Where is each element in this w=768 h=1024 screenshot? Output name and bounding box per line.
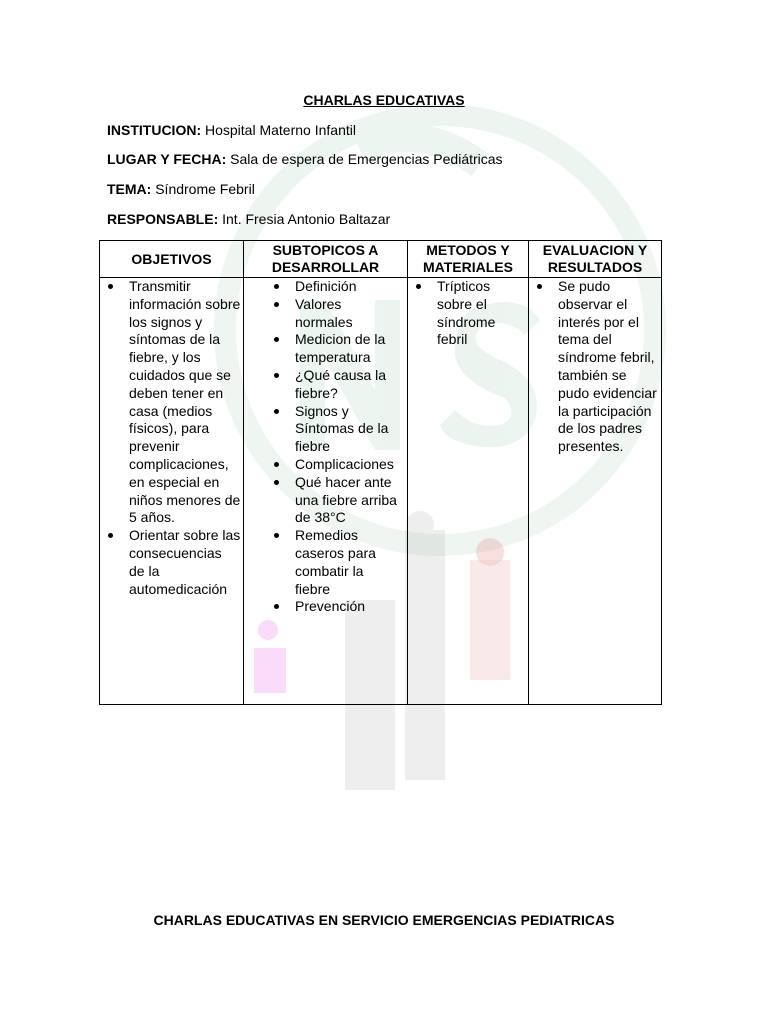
info-institucion (107, 122, 356, 138)
evaluacion-list (529, 278, 658, 456)
list-item: Remedios caseros para combatir la fiebre (295, 527, 400, 598)
header-subtopicos: SUBTOPICOS A DESARROLLAR (244, 241, 408, 278)
list-item: Definición (295, 278, 400, 296)
metodos-cell (408, 278, 529, 705)
list-item: Prevención (295, 598, 400, 616)
subtopicos-cell (244, 278, 408, 705)
header-objetivos: OBJETIVOS (100, 241, 244, 278)
table-header-row (100, 241, 662, 278)
subtopicos-list (244, 278, 400, 616)
info-lugar-fecha (107, 151, 503, 167)
list-item: Valores normales (295, 296, 400, 332)
list-item: Orientar sobre las consecuencias de la automedicación (129, 527, 241, 597)
list-item: Medicion de la temperatura (295, 331, 400, 367)
footer-caption: CHARLAS EDUCATIVAS EN SERVICIO EMERGENCIAS PEDIATRICAS (153, 912, 615, 928)
evaluacion-cell (529, 278, 662, 705)
info-tema (107, 181, 255, 197)
info-value: Sala de espera de Emergencias Pediátricas (230, 151, 503, 167)
list-item: Signos y Síntomas de la fiebre (295, 403, 400, 456)
info-value: Hospital Materno Infantil (205, 122, 356, 138)
list-item: ¿Qué causa la fiebre? (295, 367, 400, 403)
header-evaluacion: EVALUACION Y RESULTADOS (529, 241, 662, 278)
objetivos-cell (100, 278, 244, 705)
list-item: Complicaciones (295, 456, 400, 474)
info-value: Int. Fresia Antonio Baltazar (222, 211, 391, 227)
list-item: Transmitir información sobre los signos y síntomas de la fiebre, y los cuidados que se deben tener en casa (medios físicos), para prevenir complicaciones, en especial en niños menores de 5 años. (129, 278, 241, 526)
info-value: Síndrome Febril (155, 181, 255, 197)
list-item: Se pudo observar el interés por el tema del síndrome febril, también se pudo evidenciar la participación de los padres presentes. (558, 278, 657, 455)
info-label: RESPONSABLE: (107, 211, 219, 227)
table-row (100, 278, 662, 705)
objetivos-list (100, 278, 241, 598)
list-item: Qué hacer ante una fiebre arriba de 38°C (295, 474, 400, 527)
info-responsable (107, 211, 390, 227)
info-label: LUGAR Y FECHA: (107, 151, 227, 167)
list-item: Trípticos sobre el síndrome febril (437, 278, 509, 349)
document-title: CHARLAS EDUCATIVAS (303, 92, 465, 108)
plan-table (99, 240, 662, 705)
header-metodos: METODOS Y MATERIALES (408, 241, 529, 278)
metodos-list (408, 278, 509, 349)
info-label: TEMA: (107, 181, 152, 197)
info-label: INSTITUCION: (107, 122, 202, 138)
